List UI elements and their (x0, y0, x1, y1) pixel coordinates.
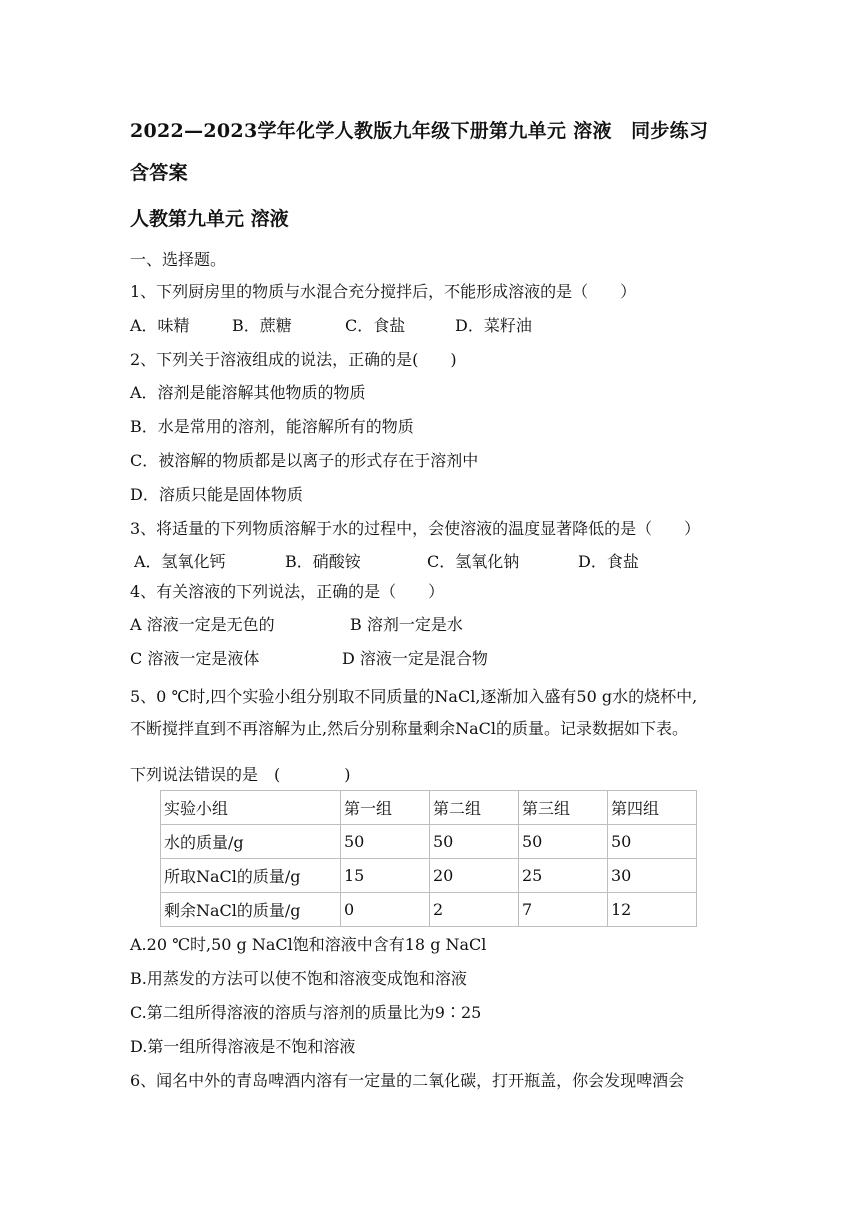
document-title-line1: 2022—2023学年化学人教版九年级下册第九单元 溶液 同步练习 (130, 120, 709, 142)
question-2-option-a: A．溶剂是能溶解其他物质的物质 (130, 383, 366, 402)
table-cell: 0 (341, 893, 430, 927)
table-header-cell: 第一组 (341, 791, 430, 825)
question-2-stem: 2、下列关于溶液组成的说法，正确的是( ) (130, 350, 457, 369)
table-cell: 水的质量/g (161, 825, 341, 859)
table-header-cell: 第四组 (608, 791, 697, 825)
question-5-prompt: 下列说法错误的是 ( ) (130, 765, 351, 784)
table-row (161, 893, 697, 927)
table-cell: 50 (519, 825, 608, 859)
question-5-option-d: D.第一组所得溶液是不饱和溶液 (130, 1037, 356, 1056)
question-4-option-d: D 溶液一定是混合物 (342, 649, 488, 668)
question-1-stem: 1、下列厨房里的物质与水混合充分搅拌后，不能形成溶液的是（ ） (130, 282, 637, 301)
question-4-option-b: B 溶剂一定是水 (350, 615, 463, 634)
question-3-option-d: D．食盐 (578, 552, 639, 571)
table-cell: 50 (608, 825, 697, 859)
question-6-stem-line1: 6、闻名中外的青岛啤酒内溶有一定量的二氧化碳，打开瓶盖，你会发现啤酒会 (130, 1071, 685, 1090)
question-4-stem: 4、有关溶液的下列说法，正确的是（ ） (130, 582, 445, 601)
question-4-option-c: C 溶液一定是液体 (130, 649, 260, 668)
question-5-option-c: C.第二组所得溶液的溶质与溶剂的质量比为9∶25 (130, 1003, 482, 1022)
table-cell: 20 (430, 859, 519, 893)
question-3-option-b: B．硝酸铵 (285, 552, 361, 571)
section-heading: 一、选择题。 (130, 250, 227, 269)
table-header-cell: 实验小组 (161, 791, 341, 825)
table-cell: 2 (430, 893, 519, 927)
document-title-line2: 含答案 (130, 162, 188, 184)
question-1-option-a: A．味精 (130, 316, 190, 335)
question-5-stem-line1: 5、0 ℃时,四个实验小组分别取不同质量的NaCl,逐渐加入盛有50 g水的烧杯中, (130, 687, 698, 706)
question-3-option-a: A．氢氧化钙 (134, 552, 226, 571)
unit-subtitle: 人教第九单元 溶液 (130, 208, 289, 230)
table-cell: 15 (341, 859, 430, 893)
data-table (160, 790, 697, 927)
table-header-cell: 第二组 (430, 791, 519, 825)
question-2-option-d: D．溶质只能是固体物质 (130, 485, 303, 504)
table-cell: 12 (608, 893, 697, 927)
question-5-option-a: A.20 ℃时,50 g NaCl饱和溶液中含有18 g NaCl (130, 935, 487, 954)
question-3-stem: 3、将适量的下列物质溶解于水的过程中，会使溶液的温度显著降低的是（ ） (130, 519, 701, 538)
question-1-option-c: C．食盐 (345, 316, 406, 335)
table-header-row (161, 791, 697, 825)
table-row (161, 825, 697, 859)
table-cell: 30 (608, 859, 697, 893)
table-cell: 50 (341, 825, 430, 859)
table-row (161, 859, 697, 893)
table-cell: 7 (519, 893, 608, 927)
question-3-option-c: C．氢氧化钠 (427, 552, 520, 571)
question-4-option-a: A 溶液一定是无色的 (130, 615, 275, 634)
table-cell: 50 (430, 825, 519, 859)
table-cell: 所取NaCl的质量/g (161, 859, 341, 893)
question-1-option-b: B．蔗糖 (232, 316, 292, 335)
question-2-option-b: B．水是常用的溶剂，能溶解所有的物质 (130, 417, 414, 436)
table-cell: 剩余NaCl的质量/g (161, 893, 341, 927)
question-5-option-b: B.用蒸发的方法可以使不饱和溶液变成饱和溶液 (130, 969, 467, 988)
question-5-stem-line2: 不断搅拌直到不再溶解为止,然后分别称量剩余NaCl的质量。记录数据如下表。 (130, 719, 688, 738)
question-1-option-d: D．菜籽油 (455, 316, 532, 335)
table-header-cell: 第三组 (519, 791, 608, 825)
table-cell: 25 (519, 859, 608, 893)
question-2-option-c: C．被溶解的物质都是以离子的形式存在于溶剂中 (130, 451, 479, 470)
